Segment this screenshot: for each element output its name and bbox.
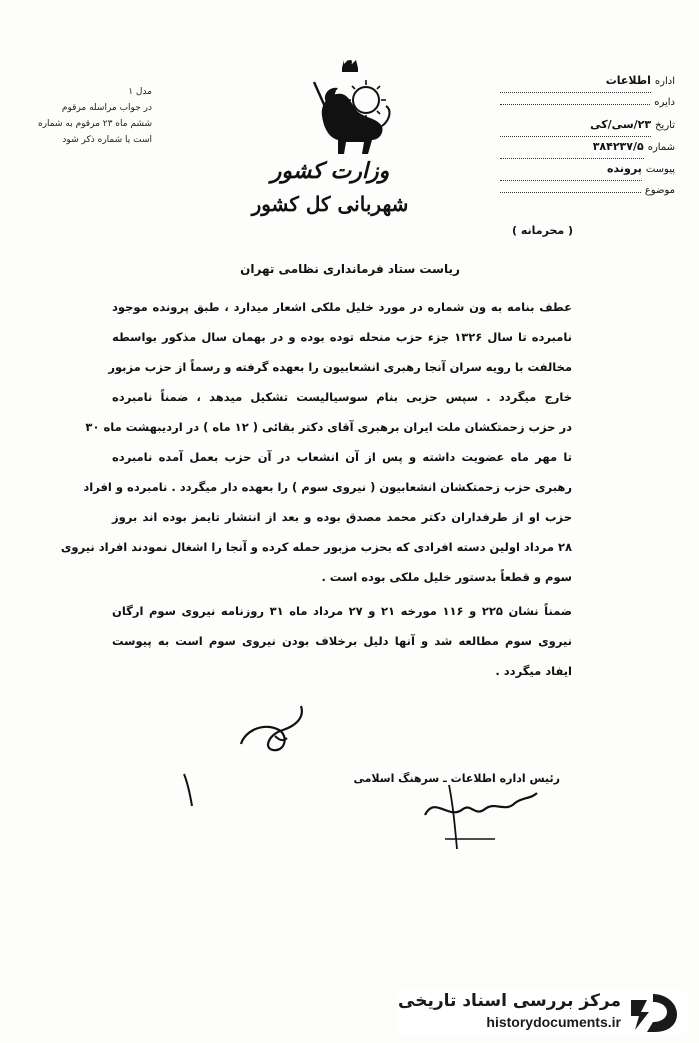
field-number (500, 136, 675, 158)
history-documents-logo-icon (627, 992, 679, 1034)
field-date (500, 114, 675, 136)
field-value: پرونده (500, 158, 642, 181)
field-value (500, 104, 650, 105)
field-label: شماره (647, 142, 675, 153)
body-line: خارج میگردد . سپس حزبی بنام سوسیالیست تشکیل میدهد ، ضمناً نامبرده (112, 390, 572, 404)
classification-stamp: ( محرمانه ) (512, 224, 574, 237)
margin-note-line: در جواب مراسله مرقوم (61, 103, 152, 113)
secondary-signature (415, 775, 545, 855)
margin-note (22, 84, 152, 148)
field-value (500, 192, 641, 193)
field-attachment (500, 158, 675, 180)
field-label: اداره (654, 76, 675, 87)
field-office (500, 70, 675, 92)
header-fields (500, 70, 675, 202)
body-line: مخالفت با رویه سران آنجا رهبری انشعابیون را بعهده گرفته و رسماً از حزب مزبور (108, 360, 572, 374)
body-line: ضمناً نشان ۲۲۵ و ۱۱۶ مورخه ۲۱ و ۲۷ مرداد ماه ۳۱ روزنامه نیروی سوم ارگان (112, 604, 573, 618)
body-line: سوم و قطعاً بدستور خلیل ملکی بوده است . (321, 570, 572, 584)
letter-body (60, 292, 573, 686)
ministry-title: وزارت کشور (270, 158, 390, 184)
field-section (500, 92, 675, 114)
field-label: تاریخ (655, 120, 675, 131)
field-label: موضوع (644, 185, 675, 196)
field-value: ۳۸۴۲۳۷/۵ (500, 136, 644, 159)
watermark (397, 990, 687, 1034)
body-line: عطف بنامه به ون شماره در مورد خلیل ملکی اشعار میدارد ، طبق پرونده موجود (112, 300, 572, 314)
body-line: ایفاد میگردد . (495, 664, 572, 678)
margin-note-line: ششم ماه ۲۳ مرقوم به شماره (37, 119, 152, 129)
body-line: رهبری حزب زحمتکشان انشعابیون ( نیروی سوم ) را بعهده دار میگردد . نامبرده و افراد (83, 480, 572, 494)
body-line: در حزب زحمتکشان ملت ایران برهبری آقای دکتر بقائی ( ۱۲ ماه ) در اردیبهشت ماه ۳۰ (85, 420, 572, 434)
margin-note-line: است یا شماره ذکر شود (62, 135, 152, 145)
handwritten-signature (235, 700, 325, 770)
watermark-title: مرکز بررسی اسناد تاریخی (398, 991, 621, 1011)
body-line: ۲۸ مرداد اولین دسته افرادی که بحزب مزبور حمله کرده و آنجا را اشغال نمودند افراد نیروی (60, 540, 572, 554)
body-line: نیروی سوم مطالعه شد و آنها دلیل برخلاف بودن نیروی سوم است به پیوست (112, 634, 572, 648)
field-subject (500, 180, 675, 202)
ink-mark (178, 772, 198, 808)
body-line: حزب او از طرفداران دکتر محمد مصدق بوده و بعد از انتشار تایمز بوده اند بروز (112, 510, 572, 524)
watermark-url: historydocuments.ir (486, 1014, 621, 1030)
field-value: ۲۳/سی/کی (500, 114, 651, 137)
recipient-line: ریاست ستاد فرمانداری نظامی تهران (240, 262, 460, 276)
lion-and-sun-emblem-icon (300, 58, 400, 158)
body-line: تا مهر ماه عضویت داشته و پس از آن انشعاب در آن حزب بعمل آمده نامبرده (112, 450, 572, 464)
field-value: اطلاعات (500, 70, 651, 93)
field-label: دایره (654, 97, 675, 108)
department-title: شهربانی کل کشور (251, 192, 409, 216)
body-line: نامبرده تا سال ۱۳۲۶ جزء حزب منحله توده بوده و در بهمان سال مذکور بواسطه (112, 330, 572, 344)
field-label: پیوست (645, 164, 675, 175)
margin-note-line: مدل ۱ (128, 87, 152, 97)
signatory-line: رئیس اداره اطلاعات ـ سرهنگ اسلامی (353, 772, 560, 785)
